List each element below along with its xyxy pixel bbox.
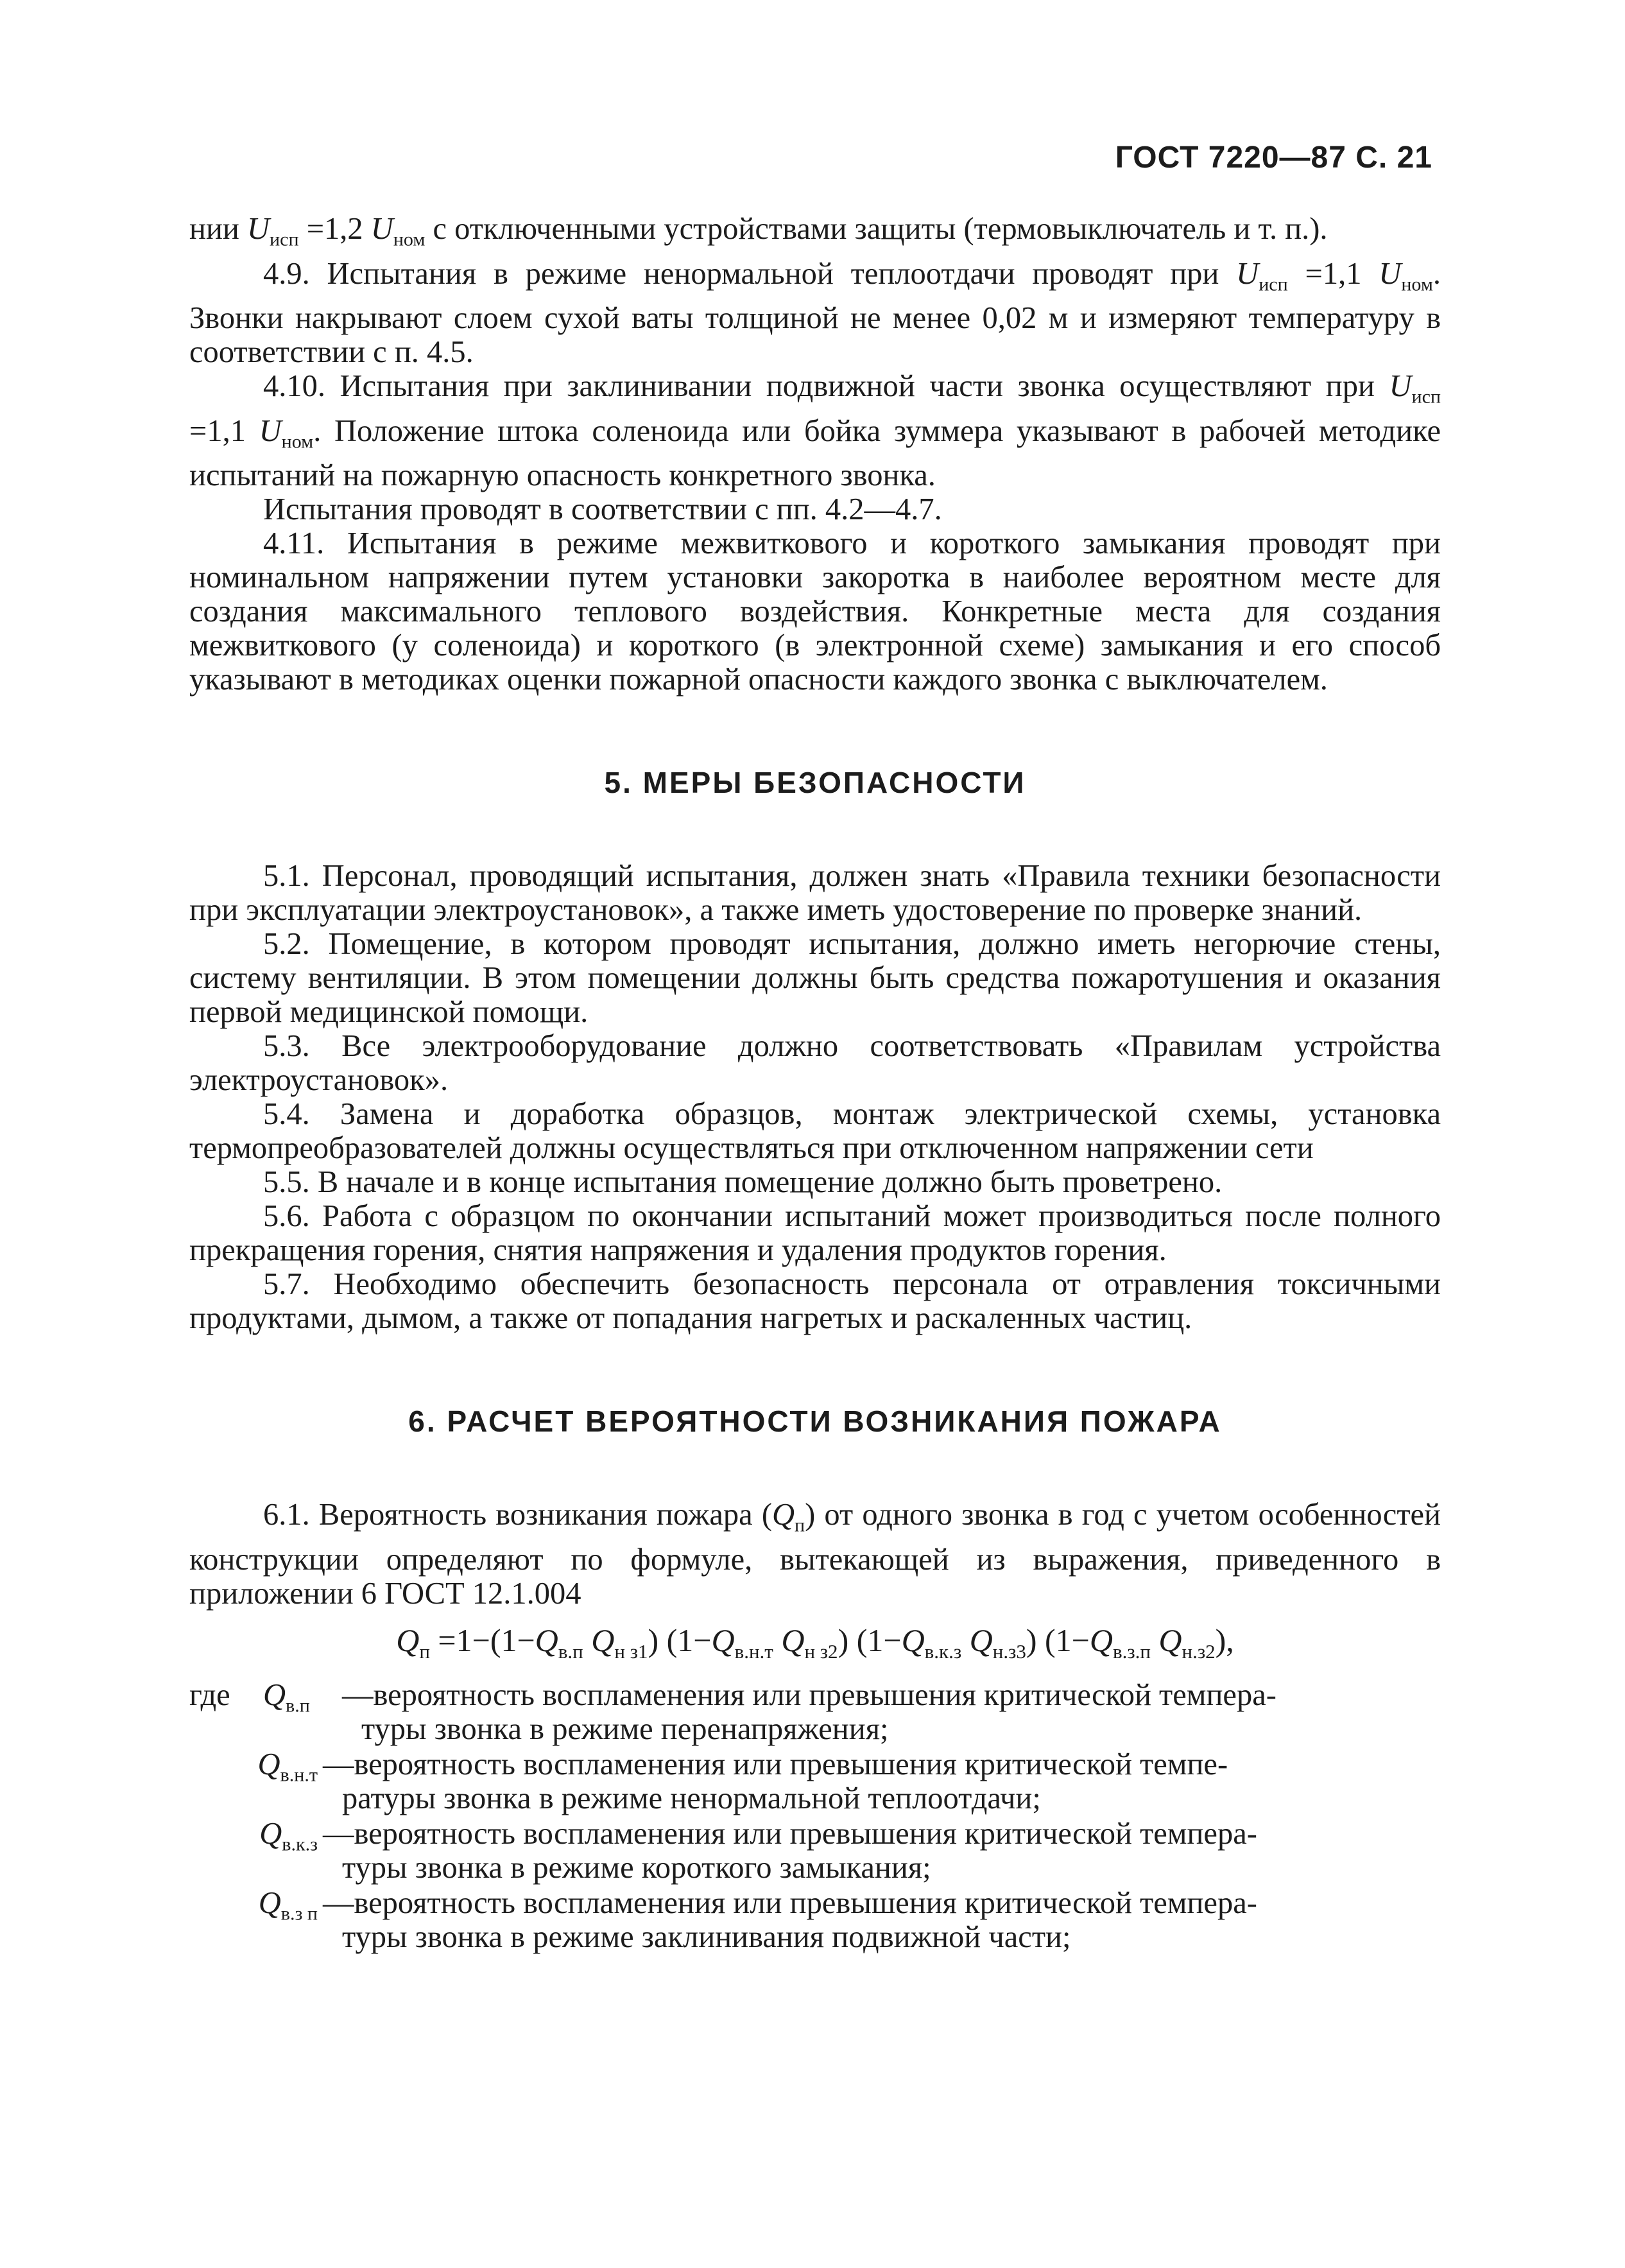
where-symbol: $Q_{в.п}$ bbox=[263, 1678, 310, 1717]
section-5-heading: 5. МЕРЫ БЕЗОПАСНОСТИ bbox=[604, 766, 1026, 800]
symbol-q: $Q_п$ bbox=[772, 1498, 805, 1536]
formula-term-4: $Q_{в.з.п}$ $Q_{н.з2}$ bbox=[1089, 1622, 1216, 1663]
where-row bbox=[189, 1747, 1441, 1815]
symbol-u: $U_{ном}$ bbox=[1379, 256, 1433, 295]
paragraph-4-9 bbox=[189, 257, 1441, 370]
symbol-u: $U_{исп}$ bbox=[1236, 256, 1288, 295]
paragraph-5-7: 5.7. Необходимо обеспечить безопасность персонала от отравления токсичными продуктами, дымом, а также от попадания нагретых и раскаленных частиц. bbox=[189, 1267, 1441, 1336]
where-row bbox=[189, 1817, 1441, 1885]
text-fragment: с отключенными устройствами защиты (термовыключатель и т. п.). bbox=[433, 212, 1328, 246]
text-fragment: ) от одного звонка в год с учетом особенностей конструкции определяют по формуле, вытекающей из выражения, приведенного в приложении 6 ГОСТ 12.1.004 bbox=[189, 1498, 1441, 1611]
text-fragment: 4.9. Испытания в режиме ненормальной теплоотдачи проводят при bbox=[263, 256, 1219, 291]
formula-term-2: $Q_{в.н.т}$ $Q_{н з2}$ bbox=[711, 1622, 838, 1663]
running-header: ГОСТ 7220—87 С. 21 bbox=[1115, 141, 1432, 175]
where-definition: —вероятность воспламенения или превышения критической темпера- туры звонка в режиме заклинивания подвижной части; bbox=[323, 1886, 1257, 1955]
symbol-u: $U_{исп}$ bbox=[247, 212, 299, 250]
text-fragment: =1,1 bbox=[189, 413, 246, 448]
paragraph-6-1 bbox=[189, 1498, 1441, 1611]
paragraph-4-11: 4.11. Испытания в режиме межвиткового и короткого замыкания проводят при номинальном напряжении путем установки закоротка в наиболее вероятном месте для создания максимального теплового воздействия. Конкретные места для создания межвиткового (у соленоида) и короткого (в электронной схеме) замыкания и его способ указывают в методиках оценки пожарной опасности каждого звонка с выключателем. bbox=[189, 526, 1441, 697]
paragraph-5-3: 5.3. Все электрооборудование должно соответствовать «Правилам устройства электроустановок». bbox=[189, 1029, 1441, 1098]
text-fragment: 4.10. Испытания при заклинивании подвижной части звонка осуществляют при bbox=[263, 369, 1375, 404]
where-label: где bbox=[189, 1678, 230, 1713]
symbol-u: $U_{ном}$ bbox=[370, 212, 426, 250]
paragraph-5-5: 5.5. В начале и в конце испытания помещение должно быть проветрено. bbox=[263, 1165, 1223, 1200]
paragraph-4-8-continuation bbox=[189, 212, 1441, 257]
text-fragment: =1,1 bbox=[1305, 256, 1362, 291]
paragraph-5-4: 5.4. Замена и доработка образцов, монтаж электрической схемы, установка термопреобразователей должны осуществляться при отключенном напряжении сети bbox=[189, 1097, 1441, 1166]
formula-term-1: $Q_{в.п}$ $Q_{н з1}$ bbox=[535, 1622, 648, 1663]
where-definition: —вероятность воспламенения или превышения критической темпера- туры звонка в режиме короткого замыкания; bbox=[323, 1817, 1257, 1885]
text-fragment: 6.1. Вероятность возникания пожара ( bbox=[263, 1498, 772, 1532]
formula-operator: =1−(1− bbox=[438, 1622, 535, 1658]
paragraph-5-1: 5.1. Персонал, проводящий испытания, должен знать «Правила техники безопасности при эксплуатации электроустановок», а также иметь удостоверение по проверке знаний. bbox=[189, 859, 1441, 928]
symbol-u: $U_{ном}$ bbox=[259, 413, 314, 453]
formula-lhs: $Q_п$ bbox=[396, 1622, 430, 1663]
paragraph-4-10 bbox=[189, 369, 1441, 492]
where-row bbox=[189, 1886, 1441, 1954]
text-fragment: нии bbox=[189, 212, 239, 246]
formula-term-3: $Q_{в.к.з}$ $Q_{н.з3}$ bbox=[901, 1622, 1026, 1663]
paragraph-5-6: 5.6. Работа с образцом по окончании испытаний может производиться после полного прекращения горения, снятия напряжения и удаления продуктов горения. bbox=[189, 1199, 1441, 1268]
text-fragment: . Положение штока соленоида или бойка зуммера указывают в рабочей методике испытаний на пожарную опасность конкретного звонка. bbox=[189, 413, 1441, 493]
paragraph-5-2: 5.2. Помещение, в котором проводят испытания, должно иметь негорючие стены, систему вентиляции. В этом помещении должны быть средства пожаротушения и оказания первой медицинской помощи. bbox=[189, 927, 1441, 1030]
where-row bbox=[189, 1678, 1441, 1746]
where-definition: —вероятность воспламенения или превышения критической темпера- туры звонка в режиме перенапряжения; bbox=[342, 1678, 1277, 1747]
where-definition: —вероятность воспламенения или превышения критической темпе- ратуры звонка в режиме ненормальной теплоотдачи; bbox=[323, 1747, 1228, 1816]
paragraph-4-10-note: Испытания проводят в соответствии с пп. 4.2—4.7. bbox=[263, 492, 942, 527]
text-fragment: =1,2 bbox=[306, 212, 363, 246]
text-fragment: . Звонки накрывают слоем сухой ваты толщиной не менее 0,02 м и измеряют температуру в соответствии с п. 4.5. bbox=[189, 256, 1441, 370]
symbol-u: $U_{исп}$ bbox=[1389, 369, 1441, 408]
section-6-heading: 6. РАСЧЕТ ВЕРОЯТНОСТИ ВОЗНИКАНИЯ ПОЖАРА bbox=[408, 1405, 1222, 1439]
probability-formula: $Q_п =1-(1-Q_{в.п}$ $Q_{н з1}$) ($1-Q_{в.н.т}$ $Q_{н з2}$) ($1-Q_{в.к.з}$ $Q_{н.з3}$) ($1-Q_{в.з.п}$ $Q_{н.з2}$), bbox=[396, 1622, 1234, 1663]
document-body bbox=[189, 212, 1441, 1955]
where-symbol: $Q_{в.н.т}$ bbox=[257, 1747, 318, 1786]
where-symbol: $Q_{в.к.з}$ bbox=[259, 1817, 318, 1855]
where-symbol: $Q_{в.з п}$ bbox=[258, 1886, 318, 1925]
